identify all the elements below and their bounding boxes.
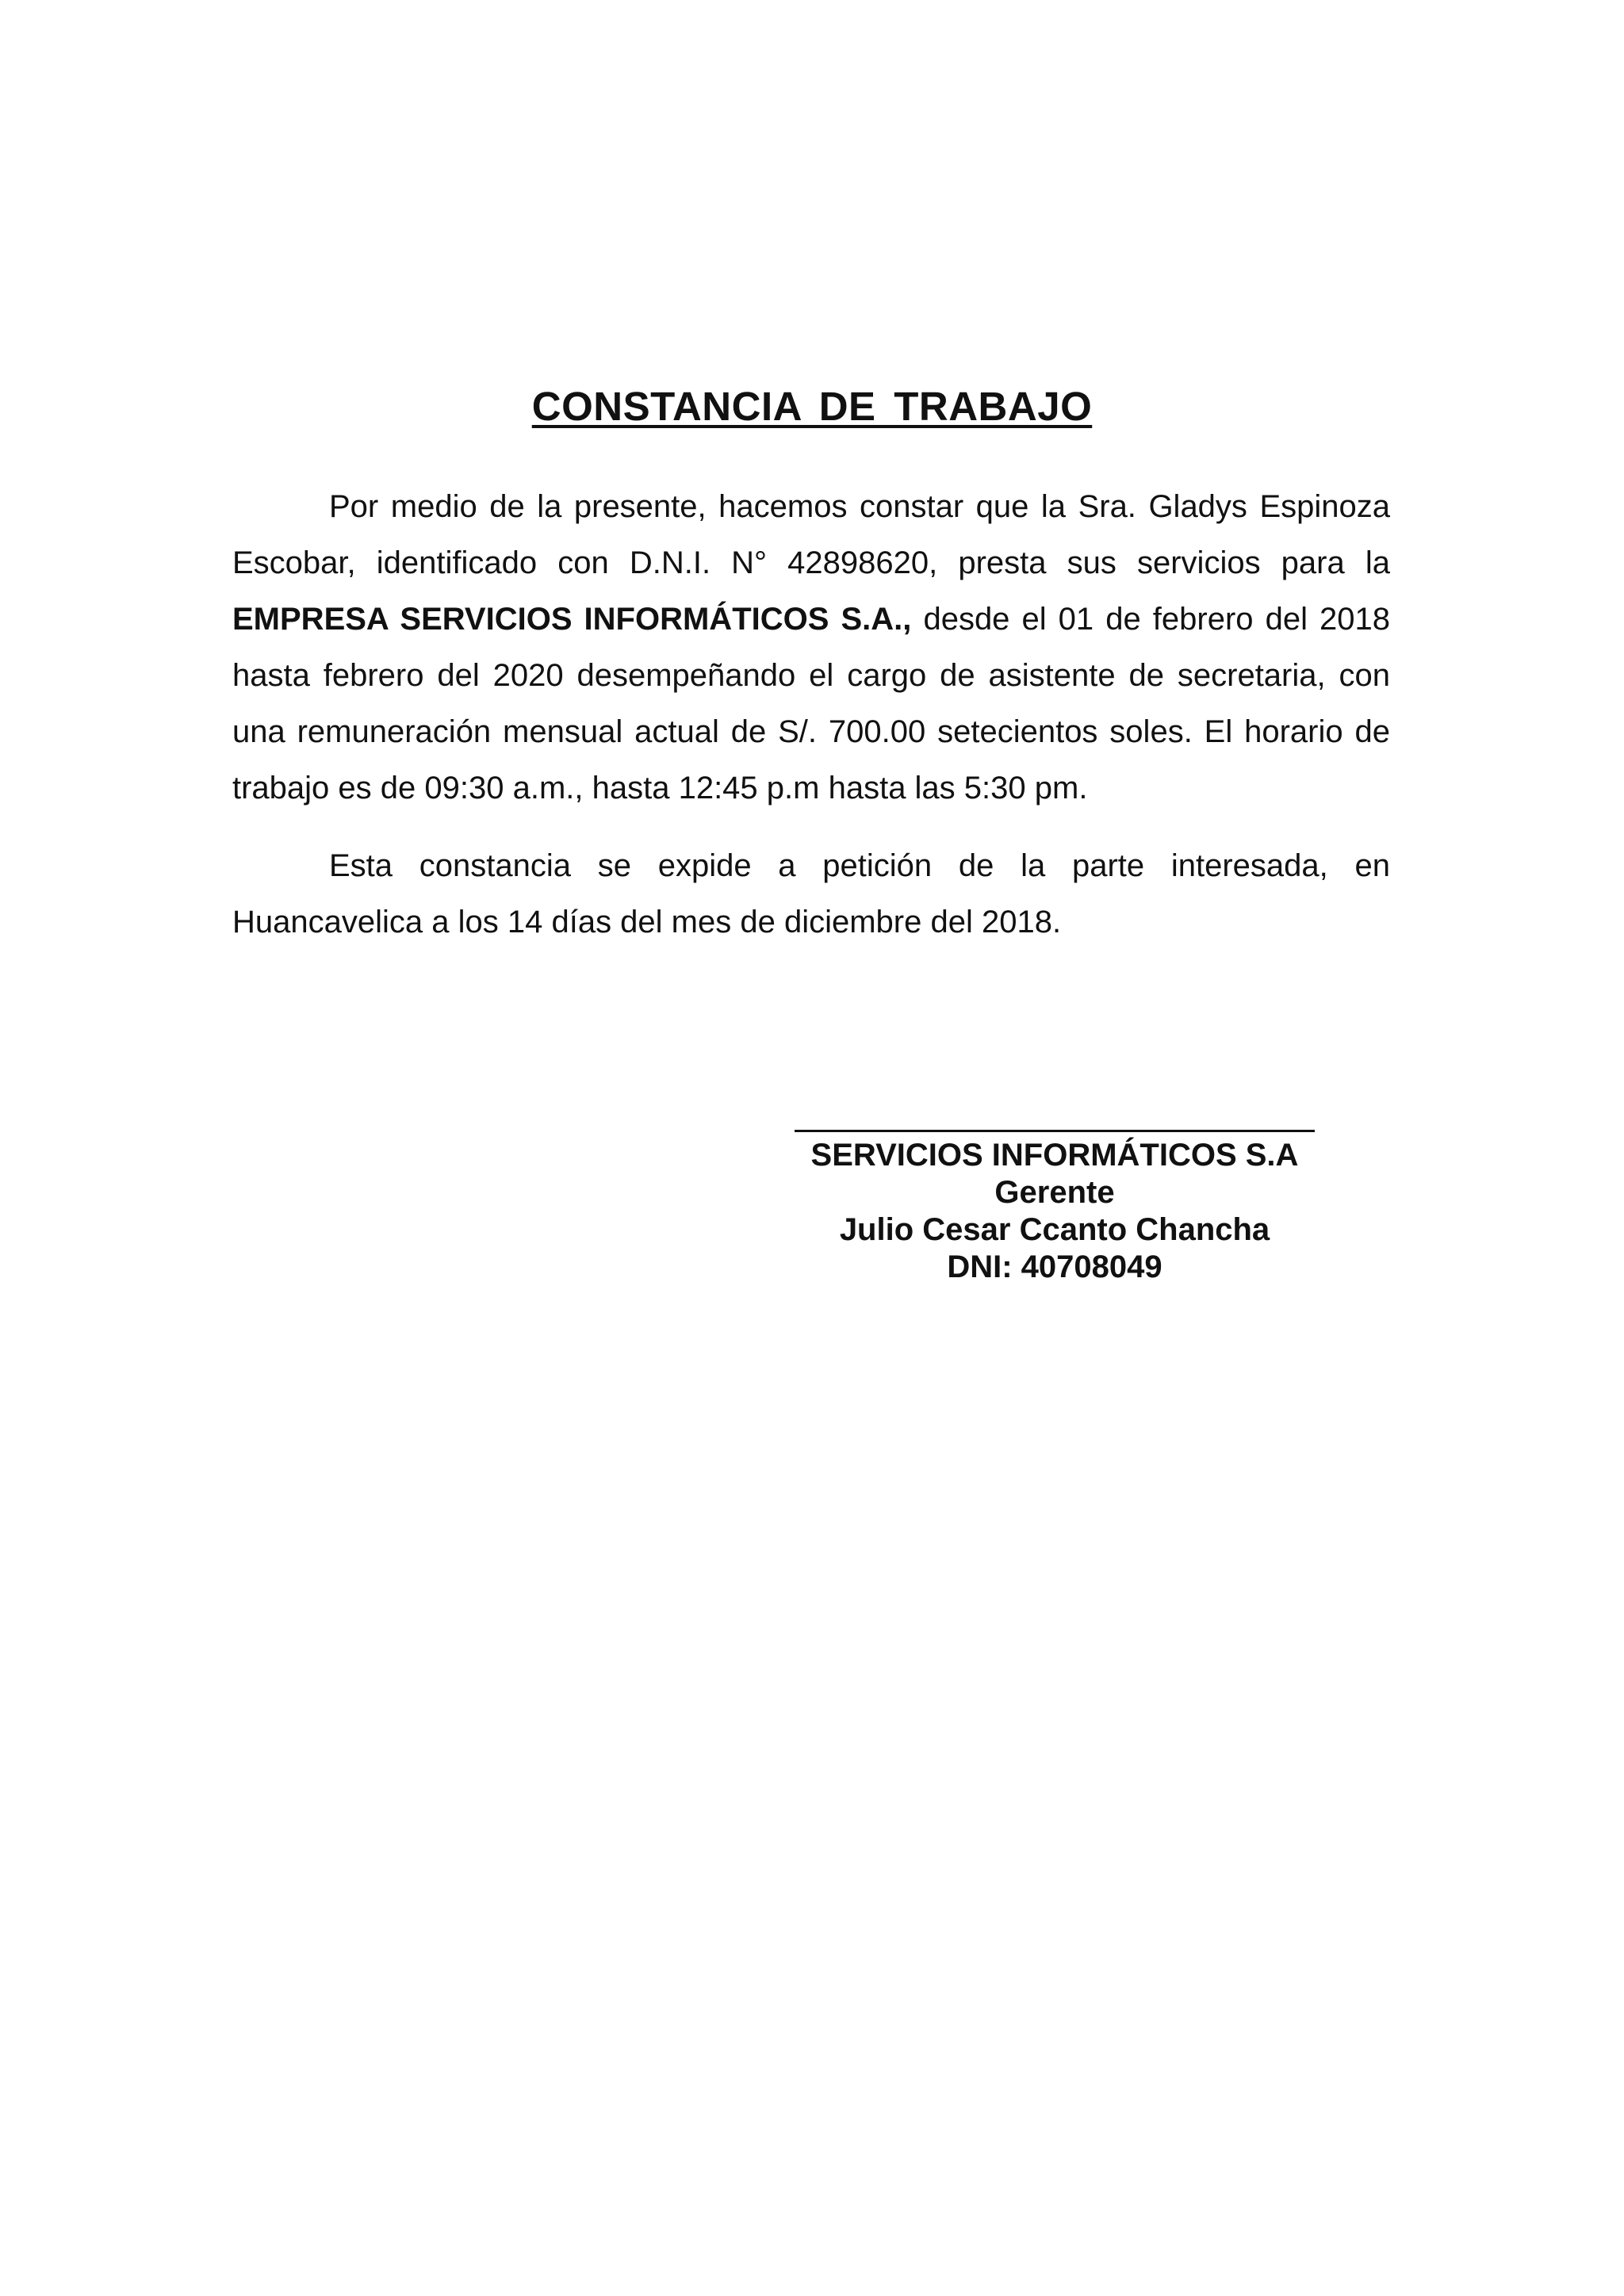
signature-name: Julio Cesar Ccanto Chancha [839,1212,1270,1247]
signature-role: Gerente [994,1175,1115,1210]
paragraph-1-intro-text: Por medio de la presente, hacemos constar que la Sra. Gladys Espinoza Escobar, identificado con D.N.I. N° 42898620, presta sus servicios para la [232,489,1390,580]
body-paragraph-2: Esta constancia se expide a petición de la parte interesada, en Huancavelica a los 14 días del mes de diciembre del 2018. [232,848,1390,939]
signature-dni: DNI: 40708049 [947,1249,1162,1284]
document-title: CONSTANCIA DE TRABAJO [531,384,1093,429]
paragraph-1-details-text: desde el 01 de febrero del 2018 hasta febrero del 2020 desempeñando el cargo de asistente de secretaria, con una remuneración mensual actual de S/. 700.00 setecientos soles. El horario de trabajo es de 09:30 a.m., hasta 12:45 p.m hasta las 5:30 pm. [232,602,1390,806]
body-paragraph-1 [232,479,1390,817]
signature-company: SERVICIOS INFORMÁTICOS S.A [810,1138,1299,1173]
signature-block [793,1130,1316,1286]
company-name-bold: EMPRESA SERVICIOS INFORMÁTICOS S.A., [232,602,912,637]
signature-line [795,1130,1315,1132]
